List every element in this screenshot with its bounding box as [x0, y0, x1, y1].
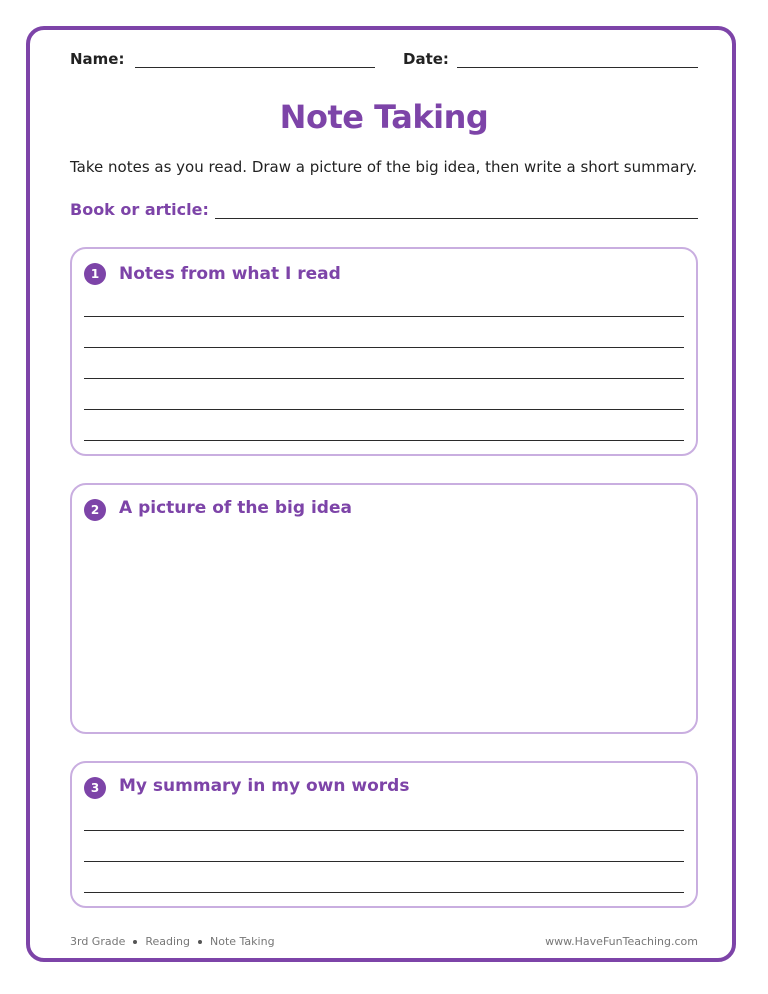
footer-website: www.HaveFunTeaching.com [545, 935, 698, 948]
drawing-area[interactable] [84, 533, 684, 721]
footer-subject: Reading [145, 935, 190, 948]
summary-writing-line[interactable] [84, 830, 684, 831]
footer-breadcrumb [70, 935, 275, 948]
bullet-icon [133, 940, 137, 944]
big-idea-section-title: A picture of the big idea [119, 498, 352, 518]
book-or-article-label: Book or article: [70, 200, 209, 219]
notes-section [70, 247, 698, 456]
section-number-1: 1 [84, 263, 106, 285]
section-number-2: 2 [84, 499, 106, 521]
footer-grade: 3rd Grade [70, 935, 126, 948]
notes-writing-line[interactable] [84, 347, 684, 348]
summary-section [70, 761, 698, 908]
summary-writing-line[interactable] [84, 892, 684, 893]
notes-writing-line[interactable] [84, 409, 684, 410]
notes-section-title: Notes from what I read [119, 264, 341, 284]
date-field-line[interactable] [457, 67, 698, 68]
page-title: Note Taking [279, 98, 489, 136]
footer-topic: Note Taking [210, 935, 275, 948]
summary-section-title: My summary in my own words [119, 776, 410, 796]
notes-writing-line[interactable] [84, 378, 684, 379]
instructions-text: Take notes as you read. Draw a picture of the big idea, then write a short summary. [70, 158, 698, 176]
summary-writing-line[interactable] [84, 861, 684, 862]
big-idea-picture-section [70, 483, 698, 734]
name-field-line[interactable] [135, 67, 375, 68]
notes-writing-line[interactable] [84, 316, 684, 317]
notes-writing-line[interactable] [84, 440, 684, 441]
book-or-article-field-line[interactable] [215, 218, 698, 219]
bullet-icon [198, 940, 202, 944]
date-label: Date: [403, 50, 449, 68]
name-label: Name: [70, 50, 125, 68]
section-number-3: 3 [84, 777, 106, 799]
